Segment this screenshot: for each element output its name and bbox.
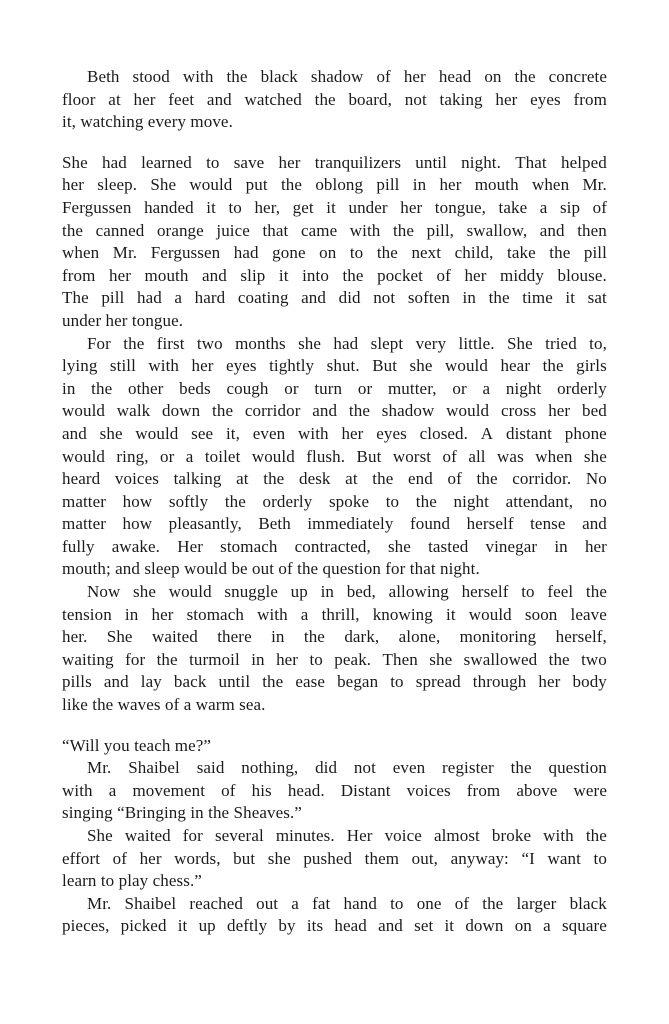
- text-line: Mr. Shaibel reached out a fat hand to one of the larger black: [87, 893, 607, 913]
- text-line: pieces, picked it up deftly by its head and set it down on a square: [62, 916, 607, 936]
- text-line: matter how softly the orderly spoke to the night attendant, no: [62, 491, 607, 511]
- text-line: when Mr. Fergussen had gone on to the next child, take the pill: [62, 243, 607, 263]
- text-line: singing “Bringing in the Sheaves.”: [62, 803, 302, 823]
- text-line: learn to play chess.”: [62, 871, 202, 891]
- paragraph: [62, 893, 607, 938]
- text-line: and she would see it, even with her eyes closed. A distant phone: [62, 423, 607, 443]
- text-line: would walk down the corridor and the shadow would cross her bed: [62, 401, 607, 421]
- paragraph: [62, 66, 607, 134]
- text-line: She waited for several minutes. Her voice almost broke with the: [87, 826, 607, 845]
- paragraph: [62, 333, 607, 582]
- text-line: Fergussen handed it to her, get it under her tongue, take a sip of: [62, 197, 607, 217]
- text-line: She had learned to save her tranquilizers until night. That helped: [62, 152, 607, 172]
- text-line: in the other beds cough or turn or mutter, or a night orderly: [62, 378, 607, 398]
- text-line: “Will you teach me?”: [62, 735, 212, 755]
- text-line: it, watching every move.: [62, 112, 233, 132]
- text-line: The pill had a hard coating and did not soften in the time it sat: [62, 288, 607, 308]
- text-line: would ring, or a toilet would flush. But worst of all was when she: [62, 446, 607, 466]
- text-line: from her mouth and slip it into the pocket of her middy blouse.: [62, 265, 607, 285]
- paragraph: [62, 152, 607, 333]
- text-line: Beth stood with the black shadow of her head on the concrete: [87, 67, 607, 86]
- paragraph: [62, 735, 607, 758]
- text-line: tension in her stomach with a thrill, knowing it would soon leave: [62, 604, 607, 624]
- text-line: effort of her words, but she pushed them out, anyway: “I want to: [62, 848, 607, 868]
- text-line: heard voices talking at the desk at the end of the corridor. No: [62, 469, 607, 489]
- page-text-block: [62, 66, 607, 938]
- paragraph: [62, 825, 607, 893]
- text-line: with a movement of his head. Distant voices from above were: [62, 780, 607, 800]
- text-line: lying still with her eyes tightly shut. But she would hear the girls: [62, 356, 607, 376]
- text-line: matter how pleasantly, Beth immediately found herself tense and: [62, 514, 607, 534]
- text-line: her sleep. She would put the oblong pill in her mouth when Mr.: [62, 175, 607, 195]
- text-line: pills and lay back until the ease began to spread through her body: [62, 672, 607, 692]
- text-line: like the waves of a warm sea.: [62, 695, 266, 715]
- text-line: the canned orange juice that came with the pill, swallow, and then: [62, 220, 607, 240]
- text-line: floor at her feet and watched the board, not taking her eyes from: [62, 89, 607, 109]
- text-line: mouth; and sleep would be out of the question for that night.: [62, 559, 480, 579]
- text-line: fully awake. Her stomach contracted, she tasted vinegar in her: [62, 536, 607, 556]
- paragraph: [62, 757, 607, 825]
- text-line: her. She waited there in the dark, alone, monitoring herself,: [62, 627, 607, 647]
- text-line: Now she would snuggle up in bed, allowing herself to feel the: [87, 582, 607, 602]
- text-line: waiting for the turmoil in her to peak. Then she swallowed the two: [62, 649, 607, 669]
- paragraph: [62, 581, 607, 717]
- text-line: Mr. Shaibel said nothing, did not even register the question: [87, 758, 607, 778]
- text-line: under her tongue.: [62, 310, 184, 330]
- text-line: For the first two months she had slept very little. She tried to,: [87, 333, 607, 353]
